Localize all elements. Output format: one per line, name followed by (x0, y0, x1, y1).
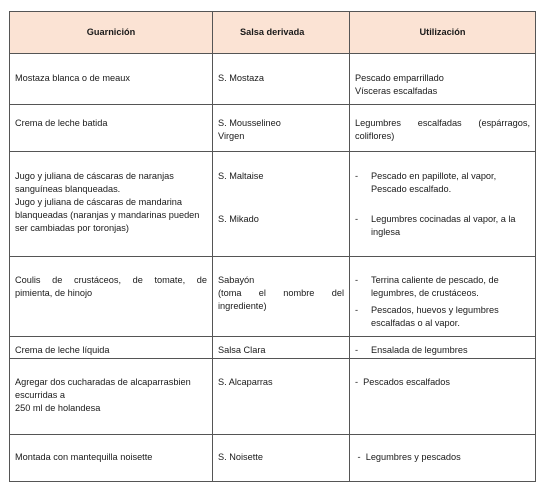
cell-text: Virgen (218, 131, 245, 141)
cell-salsa (213, 152, 350, 257)
cell-text: Crema de leche líquida (15, 345, 110, 355)
column-header-utilizacion: Utilización (350, 12, 536, 54)
cell-utilizacion (350, 435, 536, 482)
cell-utilizacion (350, 152, 536, 257)
column-header-guarnicion: Guarnición (10, 12, 213, 54)
cell-text: Jugo y juliana de cáscaras de naranjas (15, 171, 174, 181)
cell-text: Legumbres escalfadas (espárragos, (355, 118, 530, 128)
cell-text: legumbres, de crustáceos. (371, 288, 479, 298)
cell-text: Pescados, huevos y legumbres (371, 305, 499, 315)
cell-text: Agregar dos cucharadas de alcaparrasbien (15, 377, 191, 387)
cell-utilizacion (350, 359, 536, 435)
cell-text: Pescado escalfado. (371, 184, 452, 194)
column-header-salsa: Salsa derivada (213, 12, 350, 54)
cell-text: S. Mostaza (218, 73, 264, 83)
cell-utilizacion (350, 257, 536, 337)
list-item (355, 170, 530, 196)
table-row (10, 359, 536, 435)
list-item (355, 213, 530, 239)
cell-utilizacion (350, 337, 536, 359)
table-row (10, 435, 536, 482)
cell-text: S. Maltaise (218, 171, 264, 181)
cell-guarnicion (10, 152, 213, 257)
cell-text: Pescado emparrillado (355, 73, 444, 83)
cell-text: sanguíneas blanqueadas. (15, 184, 121, 194)
cell-guarnicion (10, 435, 213, 482)
cell-guarnicion (10, 359, 213, 435)
cell-utilizacion (350, 105, 536, 152)
cell-text: S. Alcaparras (218, 377, 273, 387)
cell-salsa (213, 337, 350, 359)
cell-text: Jugo y juliana de cáscaras de mandarina (15, 197, 183, 207)
header-row (10, 12, 536, 54)
cell-text: ingrediente) (218, 301, 267, 311)
cell-text: S. Mikado (218, 214, 259, 224)
bullet-dash: - (355, 305, 359, 315)
cell-guarnicion (10, 257, 213, 337)
cell-text: Sabayón (218, 275, 255, 285)
cell-salsa (213, 105, 350, 152)
cell-text: (toma el nombre del (218, 288, 344, 298)
cell-text: Terrina caliente de pescado, de (371, 275, 499, 285)
cell-text: S. Noisette (218, 452, 263, 462)
list-item (355, 304, 530, 330)
cell-text: Pescado en papillote, al vapor, (371, 171, 497, 181)
table-row (10, 257, 536, 337)
table-row (10, 54, 536, 105)
cell-text: Vísceras escalfadas (355, 86, 438, 96)
table-container (9, 11, 536, 482)
cell-text: blanqueadas (naranjas y mandarinas pueden (15, 210, 200, 220)
cell-text: Crema de leche batida (15, 118, 108, 128)
cell-guarnicion (10, 337, 213, 359)
cell-text: Legumbres cocinadas al vapor, a la (371, 214, 516, 224)
cell-text: S. Mousselineo (218, 118, 281, 128)
cell-text: Montada con mantequilla noisette (15, 452, 153, 462)
bullet-dash: - (355, 171, 359, 181)
bullet-dash: - (355, 275, 359, 285)
cell-text: coliflores) (355, 131, 395, 141)
cell-text: pimienta, de hinojo (15, 288, 93, 298)
cell-text: Ensalada de legumbres (371, 345, 468, 355)
cell-text: inglesa (371, 227, 401, 237)
bullet-dash: - (355, 214, 359, 224)
cell-salsa (213, 257, 350, 337)
sauces-table (9, 11, 536, 482)
cell-salsa (213, 359, 350, 435)
cell-salsa (213, 435, 350, 482)
list-item (355, 274, 530, 300)
cell-text: Mostaza blanca o de meaux (15, 73, 130, 83)
table-row (10, 337, 536, 359)
cell-text: Coulis de crustáceos, de tomate, de (15, 275, 207, 285)
cell-text: 250 ml de holandesa (15, 403, 101, 413)
bullet-dash: - (355, 345, 359, 355)
table-row (10, 105, 536, 152)
cell-salsa (213, 54, 350, 105)
list-item (355, 344, 530, 357)
cell-guarnicion (10, 105, 213, 152)
cell-text: - Legumbres y pescados (355, 452, 461, 462)
cell-utilizacion (350, 54, 536, 105)
cell-text: - Pescados escalfados (355, 377, 450, 387)
cell-guarnicion (10, 54, 213, 105)
cell-text: ser cambiadas por toronjas) (15, 223, 129, 233)
table-row (10, 152, 536, 257)
cell-text: Salsa Clara (218, 345, 266, 355)
cell-text: escurridas a (15, 390, 66, 400)
cell-text: escalfadas o al vapor. (371, 318, 460, 328)
